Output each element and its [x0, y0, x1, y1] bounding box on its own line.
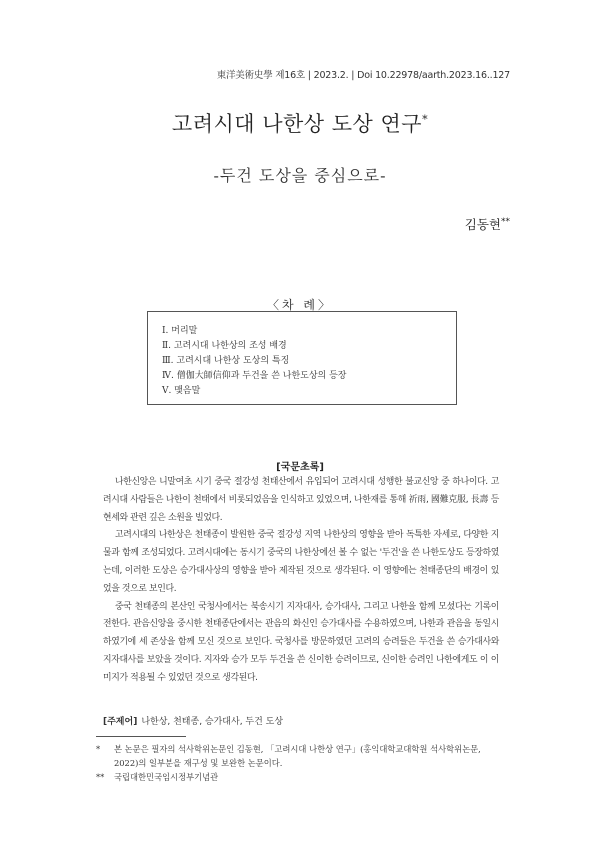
footnote-mark: *: [96, 744, 101, 754]
abstract-heading: [국문초록]: [276, 462, 324, 473]
abstract-paragraph: 고려시대의 나한상은 천태종이 발원한 중국 절강성 지역 나한상의 영향을 받아 독특한 자세로, 다양한 지물과 함께 조성되었다. 고려시대에는 동시기 중국의 나한상에선 볼 수 없는 '두건'을 쓴 나한도상도 등장하였는데, 이러한 도상은 승가대사상의 영향을 받아 제작된 것으로 생각된다. 이 영향에는 천태종단의 배경이 있었을 것으로 보인다.: [103, 530, 499, 594]
footnote: [96, 770, 506, 784]
abstract-paragraph: 중국 천태종의 본산인 국청사에서는 북송시기 지자대사, 승가대사, 그리고 나한을 함께 모셨다는 기록이 전한다. 관음신앙을 중시한 천태종단에서는 관음의 화신인 승가대사를 수용하였으며, 나한과 관음을 동일시하였기에 세 존상을 함께 모신 것으로 보인다. 국청사를 방문하였던 고려의 승려들은 두건을 쓴 승가대사와 지자대사를 보았을 것이다. 지자와 승가 모두 두건을 쓴 신이한 승려이므로, 신이한 승려인 나한에게도 이 이미지가 적용될 수 있었던 것으로 생각된다.: [103, 601, 499, 683]
paper-title: [0, 108, 600, 138]
footnote-mark: **: [96, 772, 105, 782]
title-footnote-mark[interactable]: *: [422, 113, 429, 126]
footnote: [96, 742, 506, 770]
journal-header: 東洋美術史學 제16호 | 2023.2. | Doi 10.22978/aarth.2023.16..127: [216, 70, 510, 81]
footnote-text: 국립대한민국임시정부기념관: [114, 772, 219, 782]
author: [465, 215, 510, 233]
paper-subtitle: -두건 도상을 중심으로-: [213, 166, 387, 185]
abstract-paragraph: 나한신앙은 니말여초 시기 중국 절강성 천태산에서 유입되어 고려시대 성행한 불교신앙 중 하나이다. 고려시대 사람들은 나한이 천태에서 비롯되었음을 인식하고 있었으며, 나한재를 통해 祈雨, 國難克服, 長壽 등 현세와 관련 깊은 소원을 빌었다.: [103, 477, 499, 523]
toc-item[interactable]: Ⅳ. 僧伽大師信仰과 두건을 쓴 나한도상의 등장: [162, 371, 347, 381]
footnotes: [96, 742, 506, 784]
author-footnote-mark[interactable]: **: [501, 216, 510, 227]
toc-item[interactable]: Ⅲ. 고려시대 나한상 도상의 특징: [162, 356, 290, 366]
keywords-text: 나한상, 천태종, 승가대사, 두건 도상: [141, 717, 284, 727]
table-of-contents: [147, 311, 457, 405]
toc-item[interactable]: Ⅰ. 머리말: [162, 326, 198, 336]
toc-item[interactable]: Ⅴ. 맺음말: [162, 386, 201, 396]
author-name: 김동현: [464, 217, 501, 232]
toc-item[interactable]: Ⅱ. 고려시대 나한상의 조성 배경: [162, 341, 287, 351]
abstract-body: [103, 474, 499, 688]
toc-list: [162, 324, 347, 399]
keywords-label: [주제어]: [103, 717, 138, 727]
toc-heading: 〈차 례〉: [267, 298, 333, 312]
keywords: [103, 714, 283, 727]
footnote-text: 본 논문은 필자의 석사학위논문인 김동현, 「고려시대 나한상 연구」(홍익대학교대학원 석사학위논문, 2022)의 일부분을 재구성 및 보완한 논문이다.: [114, 744, 481, 768]
footnote-divider: [96, 736, 186, 737]
paper-title-text: 고려시대 나한상 도상 연구: [171, 112, 423, 136]
